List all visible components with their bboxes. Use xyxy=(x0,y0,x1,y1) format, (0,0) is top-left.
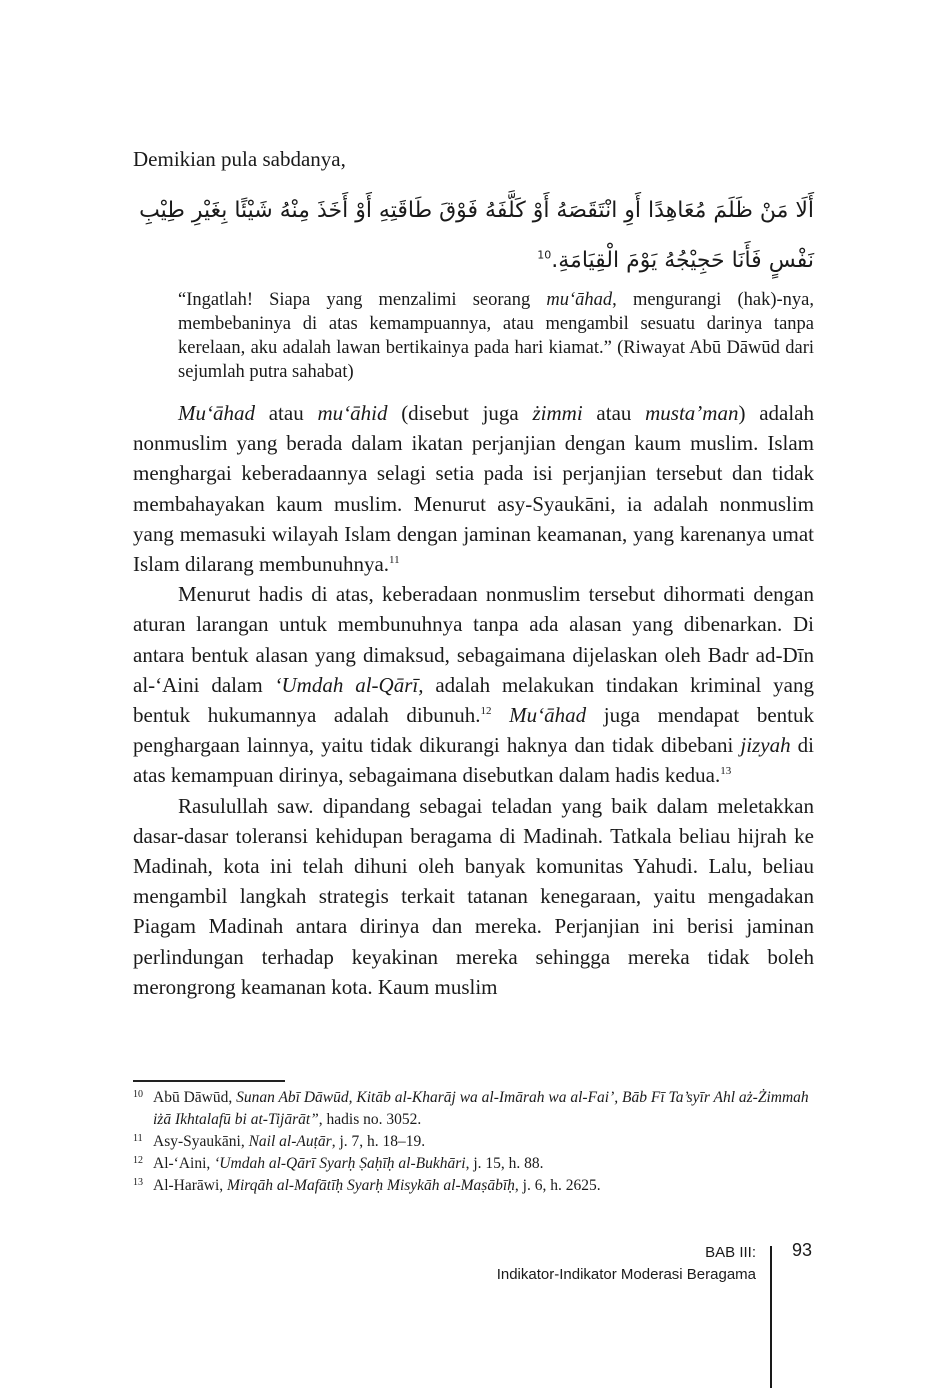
text: di atas kemampuan dirinya, sebagaimana disebutkan dalam hadis kedua. xyxy=(133,733,814,788)
text: juga mendapat bentuk penghargaan lainnya, yaitu tidak dikurangi haknya dan tidak dibebani xyxy=(133,703,815,758)
footnote-text: Al-Harāwi, xyxy=(153,1177,228,1194)
chapter-label: BAB III: xyxy=(705,1244,756,1261)
footnote-ref-10[interactable]: 10 xyxy=(537,248,552,262)
footnote-number: 10 xyxy=(133,1089,143,1100)
intro-text: Demikian pula sabdanya, xyxy=(133,147,346,171)
footnote-text: , hadis no. 3052. xyxy=(318,1111,422,1128)
paragraph-2 xyxy=(133,579,814,790)
footnote-ref-11[interactable]: 11 xyxy=(389,554,400,567)
quote-text-cont: , mengurangi (hak)-nya, membebaninya di atas kemampuannya, atau mengambil sesuatu darinya tanpa kerelaan, aku adalah lawan bertikainya pada hari kiamat.” (Riwayat Abū Dāwūd dari sejumlah putra sahabat) xyxy=(178,290,814,382)
footnote-divider xyxy=(133,1080,285,1082)
footnote-text: , j. 15, h. 88. xyxy=(465,1155,544,1172)
arabic-line-2-text: نَفْسٍ فَأَنَا حَجِيْجُهُ يَوْمَ الْقِيَامَةِ. xyxy=(551,248,814,273)
text: Rasulullah saw. dipandang sebagai teladan yang baik dalam meletakkan dasar-dasar toleransi kehidupan beragama di Madinah. Tatkala beliau hijrah ke Madinah, kota ini telah dihuni oleh banyak komunitas Yahudi. Lalu, beliau mengambil langkah strategis terkait tatanan kenegaraan, yaitu mengadakan Piagam Madinah antara dirinya dan mereka. Perjanjian ini berisi jaminan perlindungan terhadap keyakinan mereka sehingga mereka tidak boleh merongrong keamanan kota. Kaum muslim xyxy=(133,793,814,999)
footnote-title: Nail al-Auṭār xyxy=(248,1133,332,1150)
footnote-text: Al-‘Aini, xyxy=(153,1155,215,1172)
page-number: 93 xyxy=(792,1240,813,1260)
footnote-ref-12[interactable]: 12 xyxy=(480,705,492,718)
footnote-number: 11 xyxy=(133,1133,143,1144)
footnote-12 xyxy=(133,1153,814,1175)
chapter-title: Indikator-Indikator Moderasi Beragama xyxy=(496,1266,756,1283)
footnote-title: ‘Umdah al-Qārī Syarḥ Ṣaḥīḥ al-Bukhāri xyxy=(214,1155,466,1172)
footnote-text: Abū Dāwūd, xyxy=(153,1089,237,1106)
term: żimmi xyxy=(532,401,583,425)
footnote-ref-13[interactable]: 13 xyxy=(720,765,732,778)
term: Mu‘āhad xyxy=(509,703,587,728)
footnote-title: Mirqāh al-Mafātīḥ Syarḥ Misykāh al-Maṣābīḥ xyxy=(227,1177,515,1194)
footnote-11 xyxy=(133,1131,814,1153)
running-footer xyxy=(497,1242,756,1286)
term: jizyah xyxy=(740,733,791,758)
paragraph-1 xyxy=(133,398,814,579)
hadith-translation xyxy=(178,288,814,384)
term: ‘Umdah al-Qārī, xyxy=(274,672,424,697)
paragraph-3 xyxy=(133,791,814,1002)
footnote-text: Asy-Syaukāni, xyxy=(153,1133,249,1150)
footnote-text: , j. 6, h. 2625. xyxy=(514,1177,601,1194)
text xyxy=(491,703,509,727)
footnote-10 xyxy=(133,1087,814,1131)
quote-term: mu‘āhad xyxy=(546,290,613,310)
term: musta’man xyxy=(645,401,739,425)
arabic-line-1: أَلَا مَنْ ظَلَمَ مُعَاهِدًا أَوِ انْتَقَصَهُ أَوْ كَلَّفَهُ فَوْقَ طَاقَتِهِ أَوْ أَخَذَ مِنْهُ شَيْئًا بِغَيْرِ طِيْبِ xyxy=(139,198,814,223)
quote-text: “Ingatlah! Siapa yang menzalimi seorang xyxy=(178,290,547,310)
arabic-hadith xyxy=(133,186,814,286)
term: mu‘āhid xyxy=(317,401,388,425)
body-text xyxy=(133,398,814,1002)
footnote-number: 13 xyxy=(133,1177,143,1188)
footnote-text: , j. 7, h. 18–19. xyxy=(331,1133,426,1150)
text: adalah melakukan tindakan kriminal yang bentuk hukumannya adalah dibunuh. xyxy=(133,672,814,728)
text: (disebut juga xyxy=(387,401,533,425)
text: ) adalah nonmuslim yang berada dalam ikatan perjanjian dengan kaum muslim. Islam menghargai keberadaannya selagi setia pada isi perjanjian tersebut dan tidak membahayakan kaum muslim. Menurut asy-Syaukāni, ia adalah nonmuslim yang memasuki wilayah Islam dengan jaminan keamanan, yang karenanya umat Islam dilarang membunuhnya. xyxy=(133,401,814,577)
footnotes xyxy=(133,1087,814,1197)
term: Mu‘āhad xyxy=(178,401,255,425)
footnote-number: 12 xyxy=(133,1155,143,1166)
footnote-13 xyxy=(133,1175,814,1197)
text: atau xyxy=(255,401,318,425)
text: Menurut hadis di atas, keberadaan nonmuslim tersebut dihormati dengan aturan larangan untuk membunuhnya tanpa ada alasan yang dibenarkan. Di antara bentuk alasan yang dimaksud, sebagaimana dijelaskan oleh Badr ad-Dīn al-‘Aini dalam xyxy=(133,582,814,697)
footnote-title: Sunan Abī Dāwūd, Kitāb al-Kharāj wa al-Imārah wa al-Fai’, Bāb Fī Ta’syīr Ahl aż-Żimmah iżā Ikhtalafū bi at-Tijārāt” xyxy=(153,1089,809,1128)
arabic-line-2 xyxy=(133,236,814,286)
footer-divider xyxy=(770,1246,772,1388)
text: atau xyxy=(582,401,646,425)
